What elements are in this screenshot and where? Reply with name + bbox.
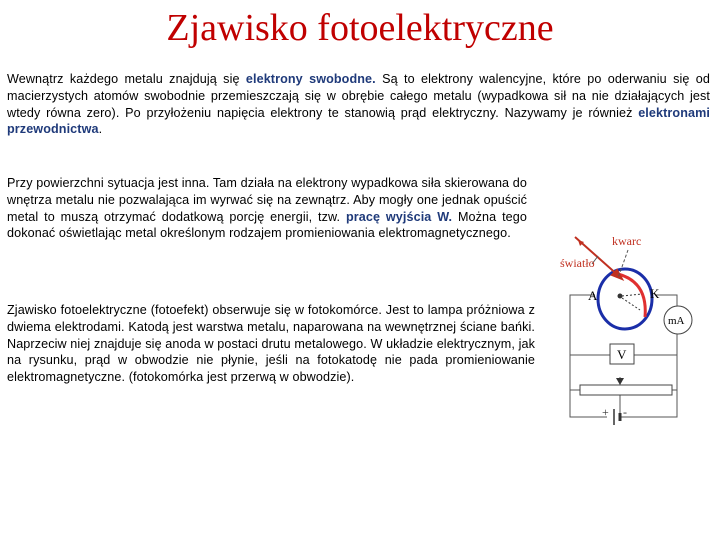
- cathode-label: K: [650, 286, 660, 301]
- ammeter-label: mA: [668, 315, 685, 327]
- anode-dot: [618, 294, 623, 299]
- paragraph-surface: [7, 175, 527, 242]
- p1-highlight-conduction-electrons: elektronami przewodnictwa: [7, 105, 710, 137]
- page-title: Zjawisko fotoelektryczne: [166, 7, 554, 49]
- p1-text-c: Są to elektrony walencyjne, które po oderwaniu się od macierzystych atomów swobodnie przemieszczają się w obrębie całego metalu (wypadkowa sił na nie działających jest wtedy równa zero). Po przyłożeniu napięcia elektrony te stanowią prąd elektryczny. Nazywamy je również: [7, 72, 710, 120]
- paragraph-free-electrons: [7, 71, 710, 138]
- p2-text-c: Można tego dokonać oświetlając metal określonym rodzajem promieniowania elektromagnetycznego.: [7, 209, 527, 241]
- p1-highlight-free-electrons: elektrony swobodne.: [245, 72, 376, 86]
- battery-plus-label: +: [602, 405, 609, 419]
- rheostat-slider-arrow: [616, 378, 624, 385]
- p2-text-a: Przy powierzchni sytuacja jest inna. Tam działa na elektrony wypadkowa siła skierowana do wnętrza metalu nie pozwalająca im wyrwać się na zewnątrz. Aby mogły one jednak opuścić metal to muszą otrzymać dodatkową porcję energii, tzw.: [7, 176, 527, 224]
- battery-minus-label: -: [623, 405, 627, 419]
- voltmeter-label: V: [617, 347, 627, 362]
- p1-text-e: .: [98, 122, 103, 137]
- anode-label: A: [588, 288, 598, 303]
- photocell-circuit-diagram: [550, 222, 715, 427]
- light-label: światło: [560, 256, 595, 270]
- quartz-label: kwarc: [612, 234, 642, 248]
- rheostat: [580, 385, 672, 395]
- p2-highlight-work-function: pracę wyjścia W.: [345, 209, 453, 224]
- p1-text-a: Wewnątrz każdego metalu znajdują się: [7, 72, 246, 86]
- paragraph-photocell: Zjawisko fotoelektryczne (fotoefekt) obserwuje się w fotokomórce. Jest to lampa próżniowa z dwiema elektrodami. Katodą jest warstwa metalu, naparowana na wewnętrznej ściane bańki. Naprzeciw niej znajduje się anoda w postaci drutu metalowego. W układzie elektrycznym, jak na rysunku, prąd w obwodzie nie płynie, jeśli na fotokatodę nie pada promieniowanie elektromagnetyczne. (fotokomórka jest przerwą w obwodzie).: [7, 303, 535, 385]
